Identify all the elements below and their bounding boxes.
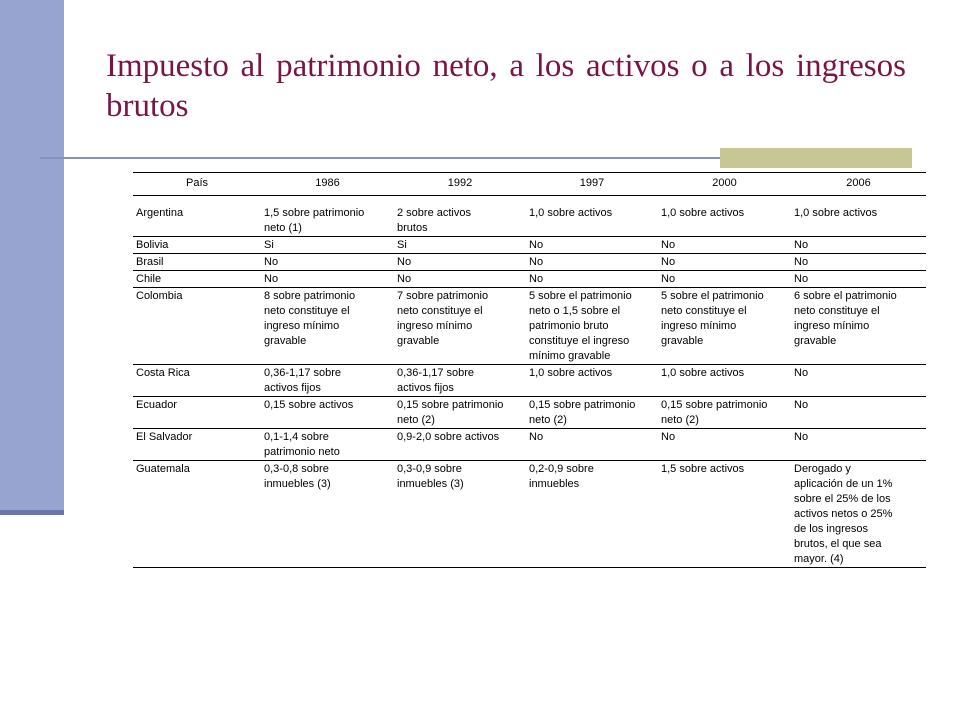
table-row xyxy=(133,397,926,429)
cell-1992: Si xyxy=(394,237,526,254)
cell-2000: 0,15 sobre patrimonio neto (2) xyxy=(658,397,791,429)
cell-1992: 2 sobre activos brutos xyxy=(394,205,526,237)
cell-2006: No xyxy=(791,254,926,271)
cell-country: El Salvador xyxy=(133,429,261,461)
left-decorative-bar xyxy=(0,0,64,512)
table-row xyxy=(133,205,926,237)
accent-block xyxy=(720,148,912,168)
cell-1986: Si xyxy=(261,237,394,254)
header-1986: 1986 xyxy=(261,173,394,196)
cell-1997: 0,2-0,9 sobre inmuebles xyxy=(526,461,658,568)
cell-2006: 6 sobre el patrimonio neto constituye el ingreso mínimo gravable xyxy=(791,288,926,365)
cell-1992: 0,9-2,0 sobre activos xyxy=(394,429,526,461)
header-1997: 1997 xyxy=(526,173,658,196)
cell-2000: No xyxy=(658,429,791,461)
header-1992: 1992 xyxy=(394,173,526,196)
cell-2000: No xyxy=(658,237,791,254)
cell-country: Ecuador xyxy=(133,397,261,429)
cell-country: Guatemala xyxy=(133,461,261,568)
cell-country: Brasil xyxy=(133,254,261,271)
header-2006: 2006 xyxy=(791,173,926,196)
cell-2006: 1,0 sobre activos xyxy=(791,205,926,237)
cell-1986: No xyxy=(261,271,394,288)
cell-1986: No xyxy=(261,254,394,271)
cell-1992: No xyxy=(394,271,526,288)
cell-country: Colombia xyxy=(133,288,261,365)
table-row xyxy=(133,365,926,397)
slide-title: Impuesto al patrimonio neto, a los activos o a los ingresos brutos xyxy=(106,48,906,124)
cell-1986: 8 sobre patrimonio neto constituye el ingreso mínimo gravable xyxy=(261,288,394,365)
table-row xyxy=(133,288,926,365)
cell-1986: 0,15 sobre activos xyxy=(261,397,394,429)
cell-2000: No xyxy=(658,254,791,271)
cell-1992: 0,36-1,17 sobre activos fijos xyxy=(394,365,526,397)
cell-1997: No xyxy=(526,429,658,461)
cell-country: Chile xyxy=(133,271,261,288)
table-row xyxy=(133,254,926,271)
header-2000: 2000 xyxy=(658,173,791,196)
table-row xyxy=(133,237,926,254)
cell-1992: 0,15 sobre patrimonio neto (2) xyxy=(394,397,526,429)
cell-2006: Derogado y aplicación de un 1% sobre el 25% de los activos netos o 25% de los ingresos brutos, el que sea mayor. (4) xyxy=(791,461,926,568)
left-bar-bottom-edge xyxy=(0,510,64,515)
cell-2006: No xyxy=(791,429,926,461)
cell-1992: 7 sobre patrimonio neto constituye el ingreso mínimo gravable xyxy=(394,288,526,365)
cell-2006: No xyxy=(791,365,926,397)
cell-2000: 1,0 sobre activos xyxy=(658,365,791,397)
cell-1997: No xyxy=(526,254,658,271)
cell-2006: No xyxy=(791,237,926,254)
cell-1997: 0,15 sobre patrimonio neto (2) xyxy=(526,397,658,429)
table-row xyxy=(133,271,926,288)
cell-1986: 0,1-1,4 sobre patrimonio neto xyxy=(261,429,394,461)
cell-1997: 5 sobre el patrimonio neto o 1,5 sobre el patrimonio bruto constituye el ingreso mínimo gravable xyxy=(526,288,658,365)
table-spacer xyxy=(133,196,926,206)
tax-table xyxy=(133,172,926,568)
cell-1997: 1,0 sobre activos xyxy=(526,205,658,237)
cell-2006: No xyxy=(791,397,926,429)
cell-1986: 0,36-1,17 sobre activos fijos xyxy=(261,365,394,397)
cell-1997: No xyxy=(526,271,658,288)
table-row xyxy=(133,461,926,568)
cell-2000: 1,0 sobre activos xyxy=(658,205,791,237)
cell-2000: 5 sobre el patrimonio neto constituye el ingreso mínimo gravable xyxy=(658,288,791,365)
table-row xyxy=(133,429,926,461)
cell-1992: No xyxy=(394,254,526,271)
cell-1997: No xyxy=(526,237,658,254)
cell-country: Argentina xyxy=(133,205,261,237)
cell-2006: No xyxy=(791,271,926,288)
cell-country: Bolivia xyxy=(133,237,261,254)
cell-1986: 0,3-0,8 sobre inmuebles (3) xyxy=(261,461,394,568)
cell-country: Costa Rica xyxy=(133,365,261,397)
header-pais: País xyxy=(133,173,261,196)
cell-2000: 1,5 sobre activos xyxy=(658,461,791,568)
table-header-row xyxy=(133,173,926,196)
cell-1997: 1,0 sobre activos xyxy=(526,365,658,397)
cell-1992: 0,3-0,9 sobre inmuebles (3) xyxy=(394,461,526,568)
cell-1986: 1,5 sobre patrimonio neto (1) xyxy=(261,205,394,237)
cell-2000: No xyxy=(658,271,791,288)
